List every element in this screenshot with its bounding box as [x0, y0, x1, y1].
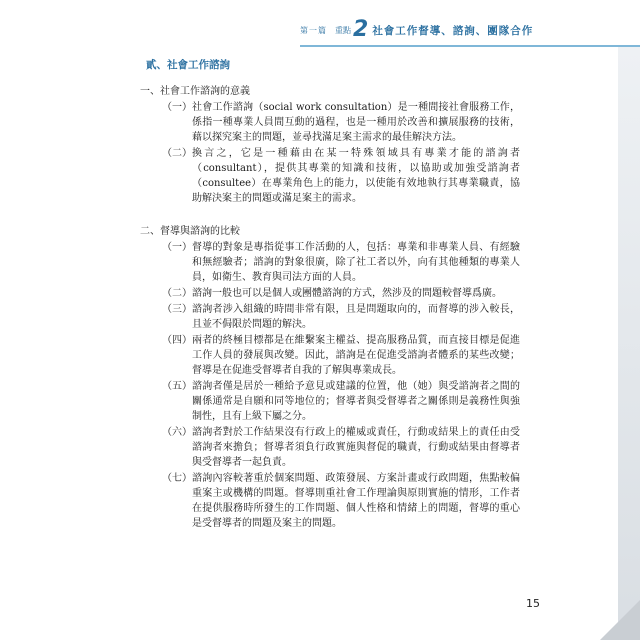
list-item: [162, 425, 520, 470]
section-heading: 貳、社會工作諮詢: [146, 59, 230, 71]
item-text: 換言之，它是一種藉由在某一特殊領域具有專業才能的諮詢者（consultant），提供其專業的知識和技術，以協助或加強受諮詢者（consultee）在專業角色上的能力，以使能有效地執行其專業職責，協助解決案主的問題或滿足案主的需求。: [192, 148, 520, 204]
header-chapter: 第一篇: [300, 25, 327, 35]
body-text: [140, 58, 520, 532]
list-item: [162, 146, 520, 206]
header-title: 社會工作督導、諮詢、團隊合作: [372, 24, 534, 37]
subheading-comparison: 二、督導與諮詢的比較: [140, 226, 240, 237]
item-number: （一）: [162, 102, 192, 113]
running-header: [300, 16, 640, 44]
header-section-word: 重點: [335, 25, 351, 35]
list-item: [162, 286, 520, 301]
item-text: 諮詢者對於工作結果沒有行政上的權威或責任，行動或結果上的責任由受諮詢者來擔負；督導者須負行政實施與督促的職責，行動或結果由督導者與受督導者一起負責。: [192, 427, 520, 468]
item-text: 諮詢一般也可以是個人或團體諮詢的方式，然涉及的問題較督導爲廣。: [192, 288, 502, 299]
item-number: （二）: [162, 288, 192, 299]
list-item: [162, 240, 520, 285]
header-section-number: 2: [353, 17, 369, 42]
header-rule: [300, 45, 640, 47]
list-item: [162, 100, 520, 145]
spacer: [140, 207, 520, 224]
item-number: （四）: [162, 335, 192, 346]
item-number: （五）: [162, 381, 192, 392]
list-item: [162, 471, 520, 531]
item-number: （二）: [162, 148, 192, 159]
item-number: （三）: [162, 304, 192, 315]
item-text: 督導的對象是專指從事工作活動的人，包括：專業和非專業人員、有經驗和無經驗者；諮詢的對象很廣，除了社工者以外，向有其他種類的專業人員，如衛生、教育與司法方面的人員。: [192, 242, 520, 283]
list-item: [162, 379, 520, 424]
item-text: 社會工作諮詢（social work consultation）是一種間接社會服務工作，係指一種專業人員間互動的過程，也是一種用於改善和擴展服務的技術，藉以探究案主的問題，並尋找滿足案主需求的最佳解決方法。: [192, 102, 520, 143]
page-number: 15: [526, 597, 540, 610]
item-text: 諮詢內容較著重於個案問題、政策發展、方案計畫或行政問題，焦點較偏重案主或機構的問題。督導則重社會工作理論與原則實施的情形，工作者在提供服務時所發生的工作問題、個人性格和情緒上的問題，督導的重心是受督導者的問題及案主的問題。: [192, 473, 520, 529]
subheading-meaning: 一、社會工作諮詢的意義: [140, 86, 250, 97]
margin-strip: [618, 47, 640, 640]
item-text: 兩者的終極目標都是在維繫案主權益、提高服務品質，而直接目標是促進工作人員的發展與改變。因此，諮詢是在促進受諮詢者體系的某些改變；督導是在促進受督導者自我的了解與專業成長。: [192, 335, 520, 376]
item-text: 諮詢者涉入組織的時間非常有限，且是問題取向的，而督導的涉入較長，且並不侷限於問題的解決。: [192, 304, 520, 330]
corner-fold: [600, 600, 640, 640]
item-text: 諮詢者僅是居於一種給予意見或建議的位置，他（她）與受諮詢者之間的關係通常是自願和同等地位的；督導者與受督導者之關係則是義務性與強制性，且有上級下屬之分。: [192, 381, 520, 422]
item-number: （七）: [162, 473, 192, 484]
item-number: （一）: [162, 242, 192, 253]
item-number: （六）: [162, 427, 192, 438]
list-item: [162, 302, 520, 332]
list-item: [162, 333, 520, 378]
